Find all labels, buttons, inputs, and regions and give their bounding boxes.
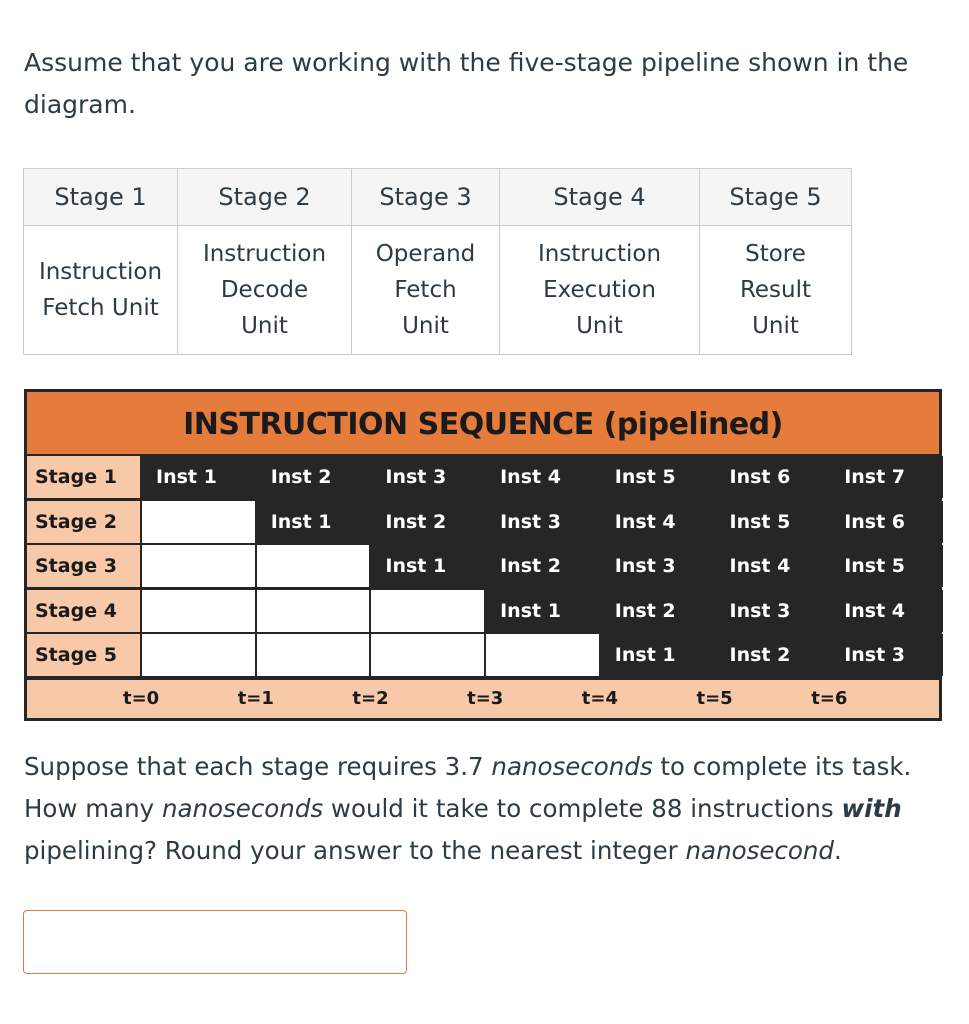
pipeline-instruction-cell: Inst 3: [716, 590, 829, 632]
time-tick-label: t=6: [811, 688, 848, 709]
time-tick-label: t=2: [352, 688, 389, 709]
unit-text: Unit: [402, 313, 449, 339]
pipeline-instruction-cell: Inst 4: [486, 456, 599, 498]
pipeline-instruction-cell: Inst 3: [486, 501, 599, 543]
unit-text: Fetch: [394, 277, 457, 303]
pipeline-instruction-cell: Inst 1: [142, 456, 255, 498]
stage-header: Stage 2: [178, 169, 352, 226]
pipeline-instruction-cell: Inst 1: [601, 634, 714, 676]
pipeline-instruction-cell: Inst 1: [257, 501, 370, 543]
time-tick-label: t=3: [467, 688, 504, 709]
time-tick-label: t=4: [581, 688, 619, 709]
answer-input[interactable]: [23, 910, 407, 974]
pipeline-empty-cell: [257, 634, 370, 676]
unit-text: Result: [739, 277, 812, 303]
pipeline-instruction-cell: Inst 5: [716, 501, 829, 543]
pipeline-instruction-cell: Inst 2: [371, 501, 484, 543]
pipeline-instruction-cell: Inst 1: [486, 590, 599, 632]
pipeline-empty-cell: [142, 545, 255, 587]
pipeline-instruction-cell: Inst 1: [371, 545, 484, 587]
pipeline-instruction-cell: Inst 3: [830, 634, 943, 676]
unit-text: Store: [745, 241, 806, 267]
stage-unit-cell: [24, 226, 178, 355]
pipeline-empty-cell: [257, 590, 370, 632]
pipeline-instruction-cell: Inst 3: [601, 545, 714, 587]
question-unit: nanosecond: [685, 836, 834, 865]
stage-table: [23, 168, 852, 355]
stage-header: Stage 4: [500, 169, 700, 226]
pipeline-stage-label: Stage 3: [27, 545, 140, 587]
pipeline-instruction-cell: Inst 7: [830, 456, 943, 498]
time-tick-label: t=0: [123, 688, 160, 709]
pipeline-instruction-cell: Inst 2: [716, 634, 829, 676]
unit-text: Execution: [543, 277, 656, 303]
pipeline-instruction-cell: Inst 4: [830, 590, 943, 632]
stage-unit-cell: [700, 226, 852, 355]
question-part: to complete its task. How many: [24, 752, 912, 823]
unit-text: Unit: [576, 313, 623, 339]
time-tick-label: t=5: [696, 688, 733, 709]
stage-unit-cell: [178, 226, 352, 355]
unit-text: Instruction: [38, 259, 163, 285]
pipeline-empty-cell: [142, 634, 255, 676]
pipeline-instruction-cell: Inst 4: [716, 545, 829, 587]
pipeline-empty-cell: [371, 634, 484, 676]
question-unit: nanoseconds: [161, 794, 324, 823]
stage-header: Stage 5: [700, 169, 852, 226]
pipeline-instruction-cell: Inst 5: [601, 456, 714, 498]
pipeline-instruction-cell: Inst 2: [601, 590, 714, 632]
stage-header-row: [24, 169, 852, 226]
pipeline-stage-label: Stage 4: [27, 590, 140, 632]
time-axis: [27, 680, 939, 718]
question-unit: nanoseconds: [491, 752, 653, 781]
pipeline-stage-label: Stage 2: [27, 501, 140, 543]
unit-text: Unit: [241, 313, 288, 339]
question-part: Suppose that each stage requires 3.7: [24, 752, 492, 781]
intro-text: Assume that you are working with the five-stage pipeline shown in the diagram.: [24, 48, 909, 119]
pipeline-instruction-cell: Inst 2: [257, 456, 370, 498]
pipeline-instruction-cell: Inst 6: [830, 501, 943, 543]
stage-unit-row: [24, 226, 852, 355]
question-emphasis: with: [841, 794, 902, 823]
question-text: [24, 746, 944, 872]
pipeline-empty-cell: [257, 545, 370, 587]
unit-text: Decode: [220, 277, 309, 303]
pipeline-instruction-cell: Inst 4: [601, 501, 714, 543]
pipeline-instruction-cell: Inst 6: [716, 456, 829, 498]
pipeline-stage-label: Stage 5: [27, 634, 140, 676]
pipeline-empty-cell: [142, 590, 255, 632]
pipeline-diagram: [24, 389, 942, 721]
stage-header: Stage 3: [352, 169, 500, 226]
unit-text: Instruction: [537, 241, 662, 267]
pipeline-instruction-cell: Inst 5: [830, 545, 943, 587]
question-part: pipelining? Round your answer to the nearest integer: [24, 836, 686, 865]
pipeline-title: INSTRUCTION SEQUENCE (pipelined): [27, 392, 939, 454]
unit-text: Fetch Unit: [42, 295, 159, 321]
unit-text: Instruction: [202, 241, 327, 267]
pipeline-stage-label: Stage 1: [27, 456, 140, 498]
pipeline-instruction-cell: Inst 2: [486, 545, 599, 587]
pipeline-empty-cell: [486, 634, 599, 676]
unit-text: Operand: [375, 241, 476, 267]
pipeline-empty-cell: [142, 501, 255, 543]
pipeline-instruction-cell: Inst 3: [371, 456, 484, 498]
question-part: would it take to complete 88 instructions: [323, 794, 842, 823]
question-part: .: [833, 836, 842, 865]
stage-unit-cell: [500, 226, 700, 355]
unit-text: Unit: [752, 313, 799, 339]
pipeline-empty-cell: [371, 590, 484, 632]
stage-unit-cell: [352, 226, 500, 355]
time-tick-label: t=1: [237, 688, 274, 709]
stage-header: Stage 1: [24, 169, 178, 226]
